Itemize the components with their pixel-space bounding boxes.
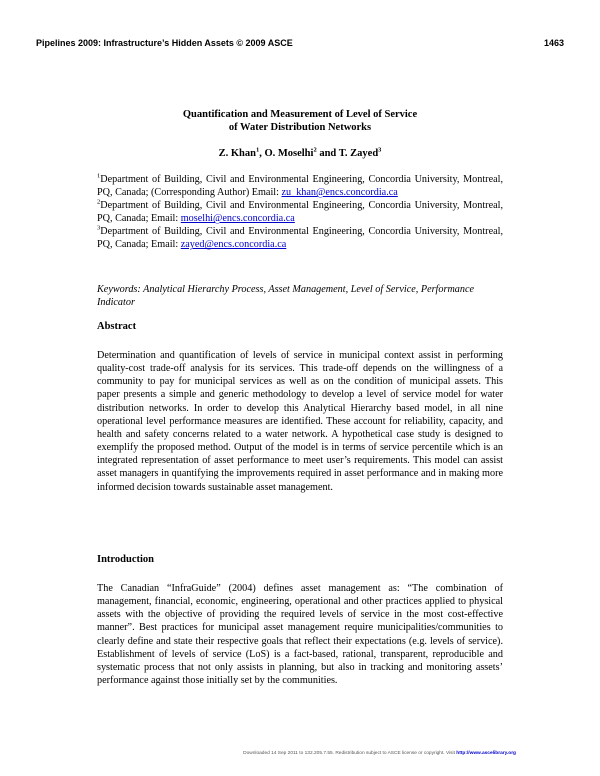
author-list bbox=[80, 148, 520, 159]
download-footer bbox=[243, 751, 516, 756]
affiliation-2 bbox=[97, 199, 503, 225]
affiliation-marker: 3 bbox=[97, 224, 101, 232]
affiliation-1 bbox=[97, 173, 503, 199]
email-link[interactable]: zu_khan@encs.concordia.ca bbox=[281, 187, 398, 199]
abstract-heading: Abstract bbox=[97, 321, 137, 332]
author-3: T. Zayed bbox=[338, 148, 379, 159]
paper-title bbox=[80, 108, 520, 134]
author-separator: , bbox=[259, 148, 265, 159]
ascelibrary-link[interactable]: http://www.ascelibrary.org bbox=[456, 751, 516, 756]
running-header bbox=[36, 38, 564, 52]
title-line-2: of Water Distribution Networks bbox=[228, 122, 372, 133]
affiliation-text: Department of Building, Civil and Environmental Engineering, Concordia University, Montreal, PQ, Canada; Email: bbox=[97, 226, 503, 251]
affiliation-text: Department of Building, Civil and Environmental Engineering, Concordia University, Montreal, PQ, Canada; Email: bbox=[97, 200, 503, 225]
email-link[interactable]: zayed@encs.concordia.ca bbox=[180, 239, 287, 251]
affiliation-3 bbox=[97, 225, 503, 251]
keywords: Keywords: Analytical Hierarchy Process, Asset Management, Level of Service, Performance Indicator bbox=[97, 284, 475, 308]
affiliation-text: Department of Building, Civil and Environmental Engineering, Concordia University, Montreal, PQ, Canada; (Corresponding Author) Email: bbox=[97, 174, 503, 199]
introduction-body: The Canadian “InfraGuide” (2004) defines asset management as: “The combination of management, financial, economic, engineering, operational and other practices applied to physical assets with the objective of providing the required levels of service in the most cost-effective manner”. Best practices for municipal asset management require municipalities/communities to clearly define and state their respective goals that reflect their expectations (e.g. levels of service). Establishment of levels of service (LoS) is a fact-based, rational, transparent, reproducible and systematic process that not only assists in planning, but also in tracking and monitoring assets’ performance against those initially set by the communities. bbox=[97, 583, 503, 687]
introduction-heading: Introduction bbox=[97, 554, 154, 565]
page-number: 1463 bbox=[543, 38, 564, 48]
running-title: Pipelines 2009: Infrastructure’s Hidden Assets © 2009 ASCE bbox=[36, 38, 293, 48]
footer-text: Downloaded 14 Sep 2011 to 132.205.7.55. Redistribution subject to ASCE license or copyright. Visit bbox=[243, 751, 457, 756]
author-1-affil-marker: 1 bbox=[255, 146, 260, 154]
affiliation-marker: 1 bbox=[97, 172, 101, 180]
author-3-affil-marker: 3 bbox=[378, 146, 382, 154]
author-1: Z. Khan bbox=[218, 148, 256, 159]
affiliation-marker: 2 bbox=[97, 198, 101, 206]
author-separator: and bbox=[316, 148, 339, 159]
affiliations bbox=[97, 173, 503, 252]
author-2-affil-marker: 2 bbox=[313, 146, 317, 154]
abstract-body: Determination and quantification of levels of service in municipal context assist in performing quality-cost trade-off analysis for its services. This trade-off depends on the willingness of a community to pay for municipal services as well as on the condition of municipal assets. This paper presents a simple and generic methodology to develop a level of service model for water distribution networks. In order to develop this Analytical Hierarchy based model, in all nine operational level performance measures are identified. These account for reliability, capacity, and health and safety concerns related to a water network. A hypothetical case study is designed to exemplify the proposed method. Output of the model is in terms of service percentile which is an integrated representation of asset performance to meet user’s requirements. This model can assist asset managers in quantifying the improvements required in asset performance and in making more informed decision towards sustainable asset management. bbox=[97, 350, 503, 493]
author-2: O. Moselhi bbox=[264, 148, 314, 159]
title-line-1: Quantification and Measurement of Level of Service bbox=[182, 109, 418, 120]
email-link[interactable]: moselhi@encs.concordia.ca bbox=[180, 213, 295, 225]
